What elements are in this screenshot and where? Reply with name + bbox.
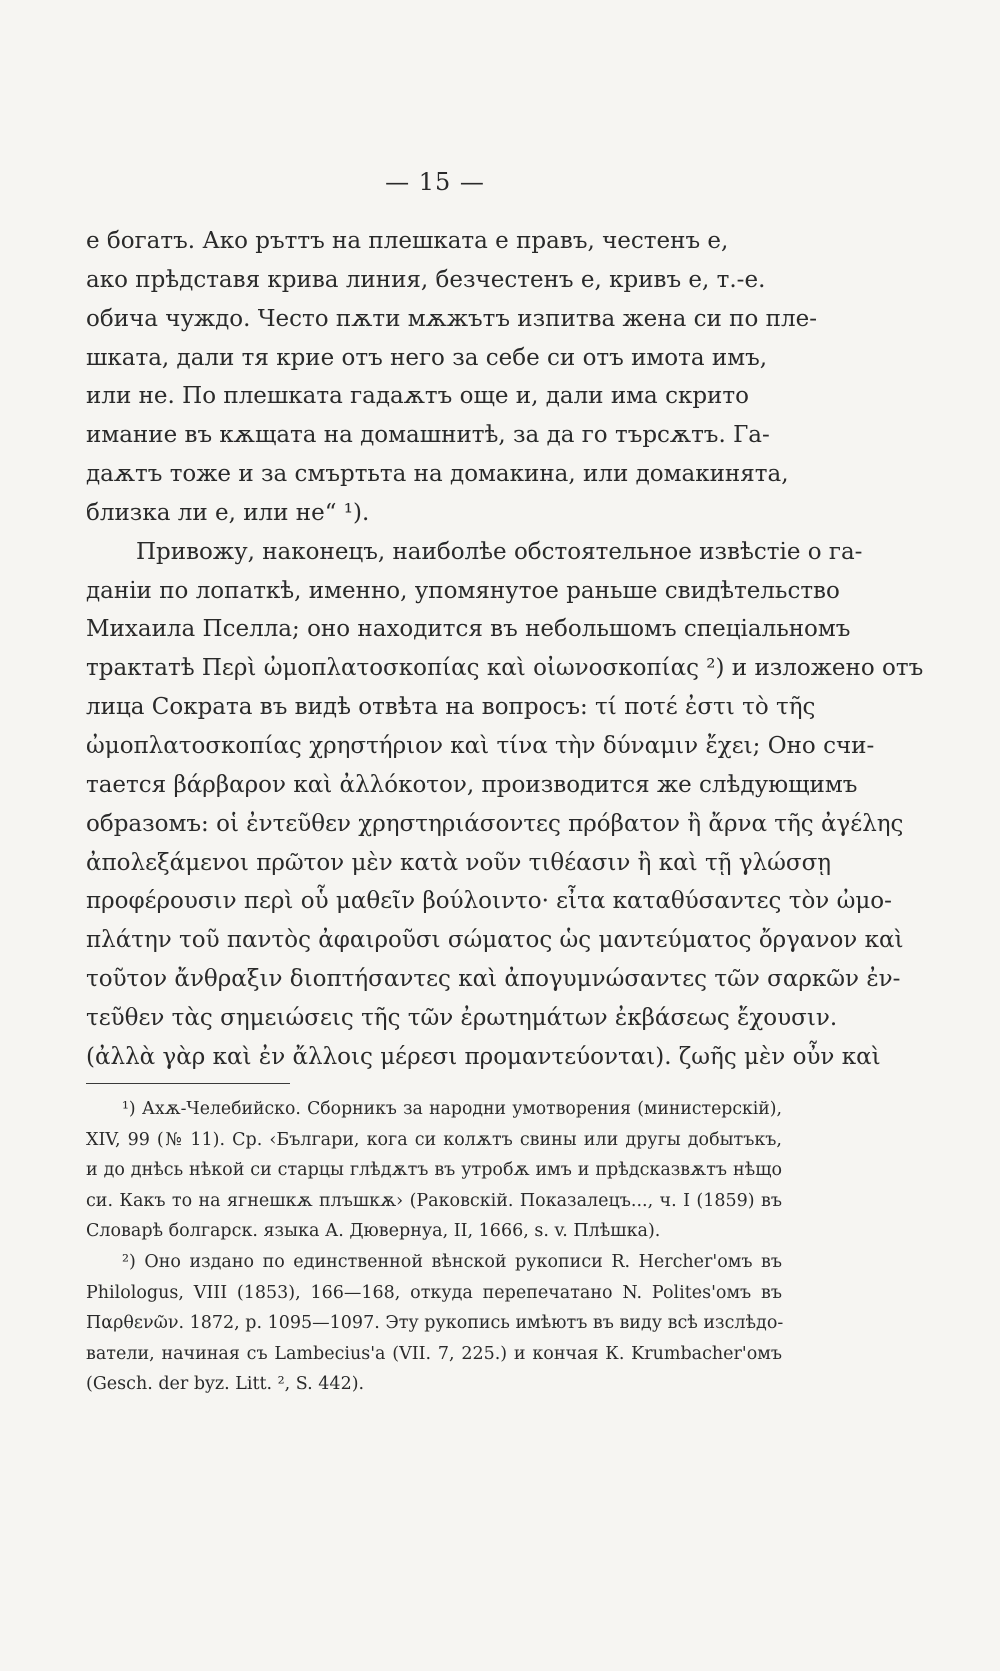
footnote-line: Словарѣ болгарск. языка А. Дювернуа, II, 1666, s. v. Плѣшка). <box>86 1221 661 1242</box>
main-text <box>86 222 924 1077</box>
footnotes <box>86 1094 782 1400</box>
text-line: шката, дали тя крие отъ него за себе си отъ имота имъ, <box>86 344 768 371</box>
text-line: προφέρουσιν περὶ οὗ μαθεῖν βούλοιντο· εἶτα καταθύσαντες τὸν ὠμο- <box>86 888 892 915</box>
text-line: е богатъ. Ако ръттъ на плешката е правъ, честенъ е, <box>86 228 729 254</box>
text-line: трактатѣ Περὶ ὠμοπλατοσκοπίας καὶ οἰωνοσκοπίας ²) и изложено отъ <box>86 655 924 682</box>
text-line: тается βάρβαρον καὶ ἀλλόκοτον, производится же слѣдующимъ <box>86 771 858 798</box>
footnote-line: ²) Оно издано по единственной вѣнской рукописи R. Hercher'омъ въ <box>122 1251 782 1272</box>
footnote-divider <box>86 1083 290 1084</box>
text-line: Михаила Пселла; оно находится въ небольшомъ спеціальномъ <box>86 616 851 643</box>
footnote-line: ¹) Ахѫ-Челебийско. Сборникъ за народни умотворения (министерскій), <box>122 1099 782 1119</box>
text-line: обича чуждо. Често пѫти мѫжътъ изпитва жена си по пле- <box>86 305 817 332</box>
footnote-line: (Gesch. der byz. Litt. ², S. 442). <box>86 1374 365 1395</box>
footnote-line: и до днѣсь нѣкой си старцы глѣдѫтъ въ утробѫ имъ и прѣдсказвѫтъ нѣщо <box>86 1160 782 1181</box>
text-line: ἀπολεξάμενοι πρῶτον μὲν κατὰ νοῦν τιθέασιν ἢ καὶ τῇ γλώσσῃ <box>86 849 832 876</box>
text-line: или не. По плешката гадаѫтъ още и, дали има скрито <box>86 383 749 410</box>
text-line: даѫтъ тоже и за смъртьта на домакина, или домакинята, <box>86 461 789 488</box>
text-line: ὠμοπλατοσκοπίας χρηστήριον καὶ τίνα τὴν δύναμιν ἔχει; Оно счи- <box>86 732 875 759</box>
text-line: образомъ: οἱ ἐντεῦθεν χρηστηριάσοντες πρόβατον ἢ ἄρνα τῆς ἀγέλης <box>86 810 904 837</box>
footnote-line: си. Какъ то на ягнешкѫ плъшкѫ› (Раковскій. Показалецъ..., ч. I (1859) въ <box>86 1190 782 1211</box>
page-number: — 15 — <box>385 168 485 196</box>
text-line: πλάτην τοῦ παντὸς ἀφαιροῦσι σώματος ὡς μαντεύματος ὄργανον καὶ <box>86 927 904 954</box>
paragraph-start-line: Привожу, наконецъ, наиболѣе обстоятельное извѣстіе о га- <box>136 538 863 565</box>
footnote-line: Παρθενῶν. 1872, p. 1095—1097. Эту рукопись имѣютъ въ виду всѣ изслѣдо- <box>86 1313 784 1334</box>
text-line: близка ли е, или не“ ¹). <box>86 499 370 526</box>
footnote-line: Philologus, VIII (1853), 166—168, откуда перепечатано N. Polites'омъ въ <box>86 1282 782 1303</box>
text-line: τεῦθεν τὰς σημειώσεις τῆς τῶν ἐρωτημάτων ἐκβάσεως ἔχουσιν. <box>86 1004 838 1031</box>
text-line: лица Сократа въ видѣ отвѣта на вопросъ: τί ποτέ ἐστι τὸ τῆς <box>86 694 816 721</box>
text-line: ако прѣдставя крива линия, безчестенъ е, кривъ е, т.-е. <box>86 266 766 293</box>
text-line: τοῦτον ἄνθραξιν διοπτήσαντες καὶ ἀπογυμνώσαντες τῶν σαρκῶν ἐν- <box>86 966 901 993</box>
text-line: имание въ кѫщата на домашнитѣ, за да го търсѫтъ. Га- <box>86 422 770 449</box>
text-line: (ἀλλὰ γὰρ καὶ ἐν ἄλλοις μέρεσι προμαντεύονται). ζωῆς μὲν οὖν καὶ <box>86 1043 881 1070</box>
footnote-line: XIV, 99 (№ 11). Ср. ‹Българи, кога си колѫтъ свины или другы добытъкъ, <box>86 1129 782 1150</box>
footnote-line: ватели, начиная съ Lambecius'а (VII. 7, 225.) и кончая К. Krumbacher'омъ <box>86 1343 782 1364</box>
text-line: даніи по лопаткѣ, именно, упомянутое раньше свидѣтельство <box>86 577 840 604</box>
